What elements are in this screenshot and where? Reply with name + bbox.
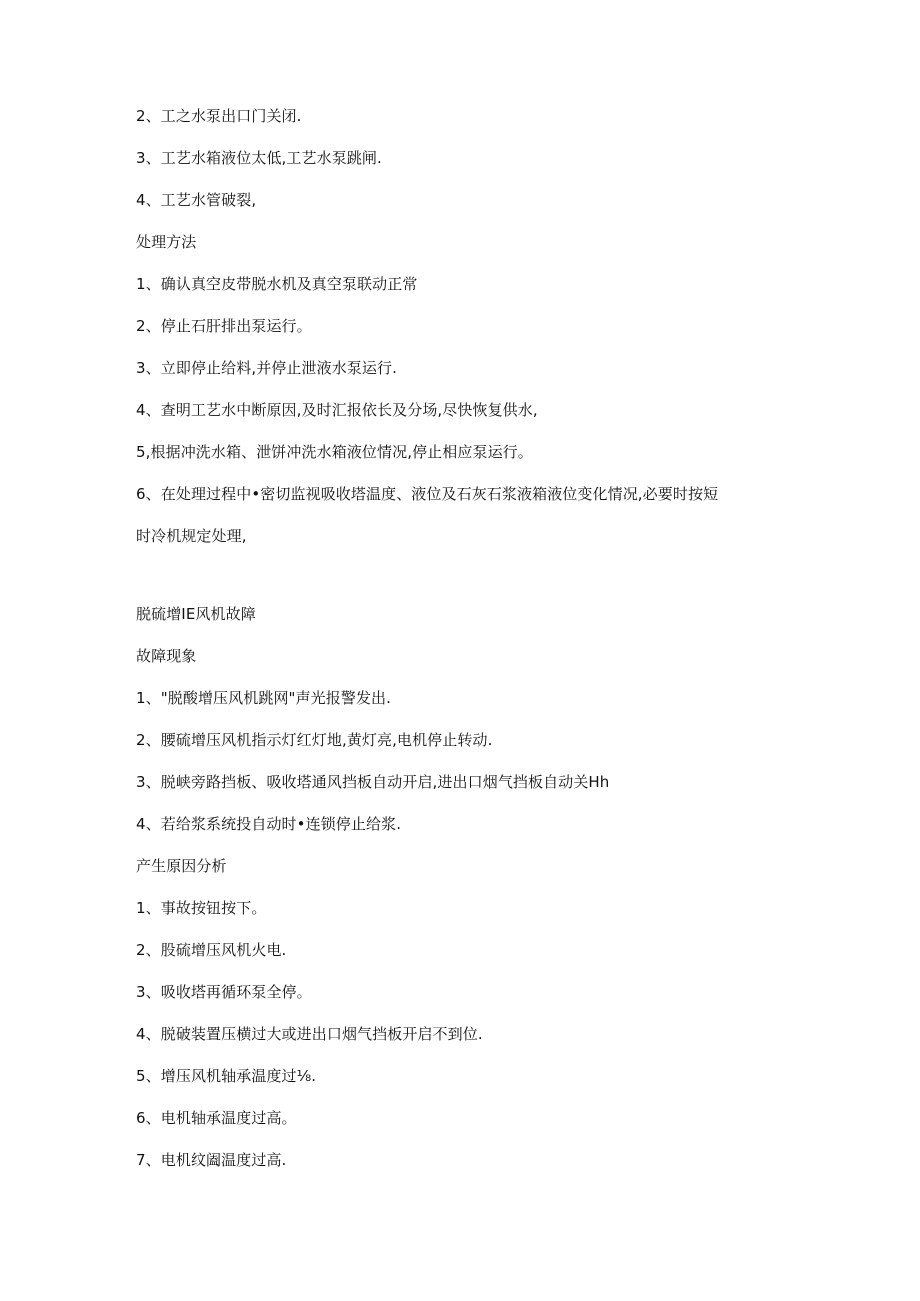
fan-cause-item-4: 4、脱破装置压横过大或进出口烟气挡板开启不到位. — [136, 1025, 483, 1043]
handling-item-1: 1、确认真空皮带脱水机及真空泵联动正常 — [136, 275, 418, 293]
handling-item-6-continuation: 时冷机规定处理, — [136, 527, 247, 545]
fan-cause-item-2: 2、股硫增压风机火电. — [136, 941, 287, 959]
handling-item-2: 2、停止石肝排出泵运行。 — [136, 317, 312, 335]
handling-item-3: 3、立即停止给料,并停止泄液水泵运行. — [136, 359, 397, 377]
cause-item-4: 4、工艺水管破裂, — [136, 191, 257, 209]
cause-item-2: 2、工之水泵出口门关闭. — [136, 107, 302, 125]
symptom-item-3: 3、脱峡旁路挡板、吸收塔通风挡板自动开启,进出口烟气挡板自动关Hh — [136, 773, 610, 791]
handling-item-6: 6、在处理过程中•密切监视吸收塔温度、液位及石灰石浆液箱液位变化情况,必要时按短 — [136, 485, 719, 503]
fan-cause-item-1: 1、事故按钮按下。 — [136, 899, 267, 917]
section-title: 脱硫增IE风机故障 — [136, 605, 256, 623]
symptom-heading: 故障现象 — [136, 647, 197, 665]
handling-heading: 处理方法 — [136, 233, 197, 251]
fan-cause-item-3: 3、吸收塔再循环泵全停。 — [136, 983, 312, 1001]
handling-item-5: 5,根据冲洗水箱、泄饼冲洗水箱液位情况,停止相应泵运行。 — [136, 443, 533, 461]
symptom-item-1: 1、"脱酸增压风机跳网"声光报警发出. — [136, 689, 392, 707]
fan-cause-item-6: 6、电机轴承温度过高。 — [136, 1109, 297, 1127]
fan-cause-item-5: 5、增压风机轴承温度过⅛. — [136, 1067, 317, 1085]
symptom-item-4: 4、若给浆系统投自动时•连锁停止给浆. — [136, 815, 402, 833]
cause-item-3: 3、工艺水箱液位太低,工艺水泵跳闸. — [136, 149, 382, 167]
handling-item-4: 4、查明工艺水中断原因,及时汇报依长及分场,尽快恢复供水, — [136, 401, 538, 419]
symptom-item-2: 2、腰硫增压风机指示灯红灯地,黄灯亮,电机停止转动. — [136, 731, 493, 749]
cause-heading: 产生原因分析 — [136, 857, 227, 875]
fan-cause-item-7: 7、电机纹阖温度过高. — [136, 1151, 287, 1169]
